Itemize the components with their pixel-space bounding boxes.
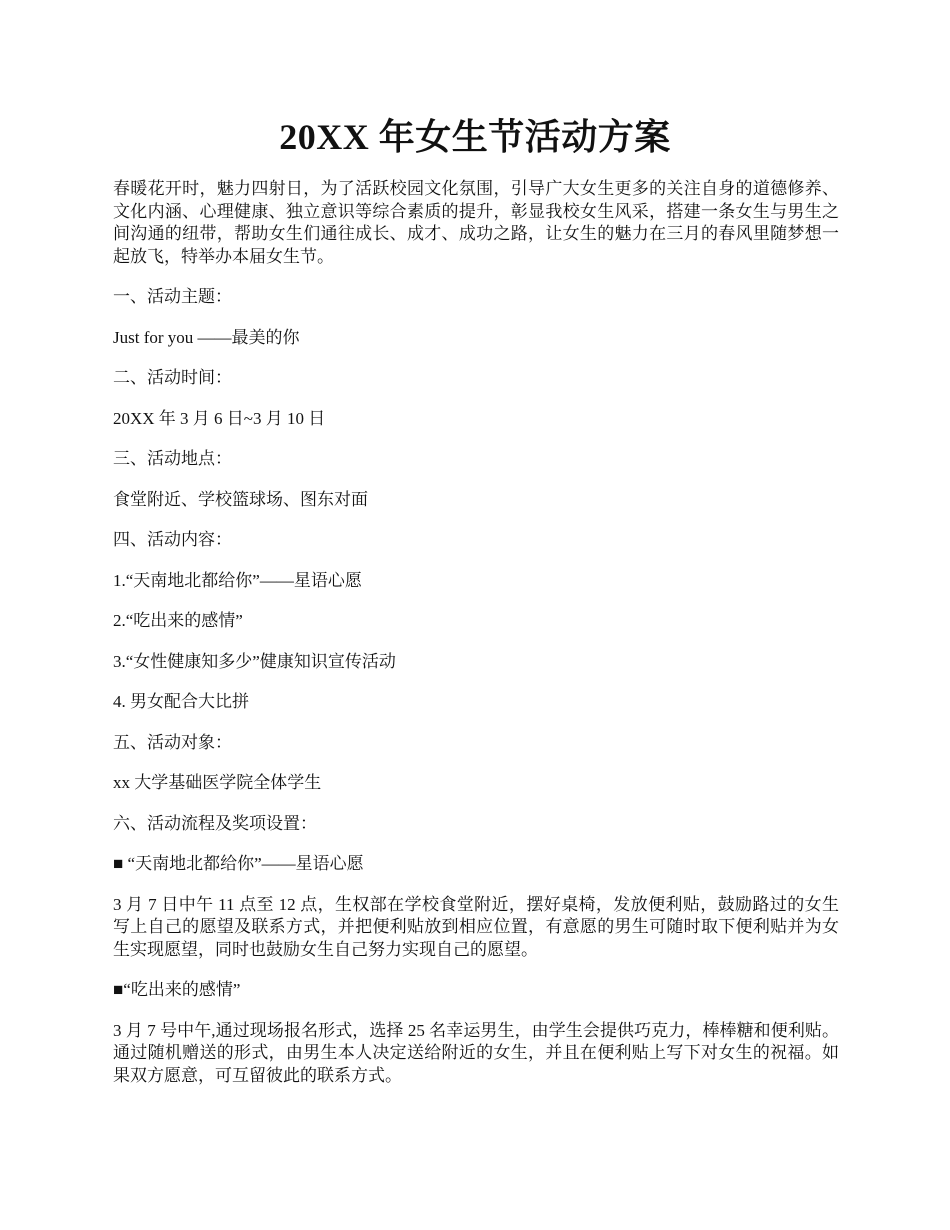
audience-text: xx 大学基础医学院全体学生 — [113, 773, 322, 792]
intro-paragraph: 春暖花开时，魅力四射日，为了活跃校园文化氛围，引导广大女生更多的关注自身的道德修养、文化内涵、心理健康、独立意识等综合素质的提升，彰显我校女生风采，搭建一条女生与男生之间沟通的纽带，帮助女生们通往成长、成才、成功之路，让女生的魅力在三月的春风里随梦想一起放飞，特举办本届女生节。 — [113, 179, 839, 266]
content-item-3: 3.“女性健康知多少”健康知识宣传活动 — [113, 651, 396, 671]
location-text: 食堂附近、学校篮球场、图东对面 — [113, 489, 368, 509]
document-title: 20XX 年女生节活动方案 — [279, 117, 671, 157]
theme-text: Just for you ——最美的你 — [113, 327, 300, 347]
section-heading-time: 二、活动时间： — [113, 368, 232, 387]
process-paragraph-2: 3 月 7 号中午,通过现场报名形式，选择 25 名幸运男生，由学生会提供巧克力，棒棒糖和便利贴。通过随机赠送的形式，由男生本人决定送给附近的女生，并且在便利贴上写下对女生的祝福。如果双方愿意，可互留彼此的联系方式。 — [113, 1020, 839, 1085]
content-item-2: 2.“吃出来的感情” — [113, 611, 243, 630]
section-heading-location: 三、活动地点： — [113, 449, 232, 468]
content-item-1: 1.“天南地北都给你”——星语心愿 — [113, 570, 362, 590]
process-subheading-1: ■ “天南地北都给你”——星语心愿 — [113, 854, 364, 873]
section-heading-audience: 五、活动对象： — [113, 732, 232, 752]
section-heading-theme: 一、活动主题： — [113, 287, 232, 306]
process-paragraph-1: 3 月 7 日中午 11 点至 12 点，生权部在学校食堂附近，摆好桌椅，发放便利贴，鼓励路过的女生写上自己的愿望及联系方式，并把便利贴放到相应位置，有意愿的男生可随时取下便利贴并为女生实现愿望，同时也鼓励女生自己努力实现自己的愿望。 — [113, 894, 839, 959]
section-heading-content: 四、活动内容： — [113, 530, 232, 549]
time-text: 20XX 年 3 月 6 日~3 月 10 日 — [113, 408, 326, 428]
document-body — [113, 178, 839, 1105]
section-heading-process: 六、活动流程及奖项设置： — [113, 813, 317, 833]
process-subheading-2: ■“吃出来的感情” — [113, 980, 241, 999]
content-item-4: 4. 男女配合大比拼 — [113, 692, 249, 711]
